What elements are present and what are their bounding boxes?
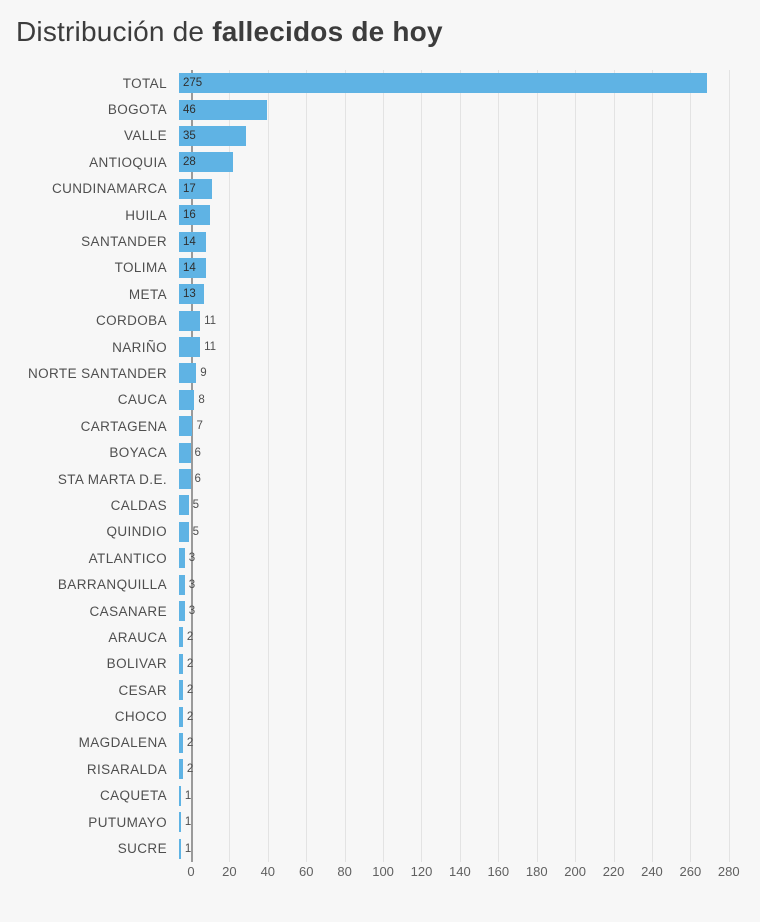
bar-value-label: 2	[186, 631, 194, 644]
bar-value-label: 1	[184, 816, 192, 829]
bar-track	[179, 835, 760, 861]
bar-track	[179, 96, 760, 122]
bar-track	[179, 176, 760, 202]
bar[interactable]	[179, 548, 196, 568]
bar-row[interactable]	[0, 281, 760, 307]
bar-category-label: NORTE SANTANDER	[27, 365, 167, 381]
bar-track	[179, 492, 760, 518]
bar-category-label: BARRANQUILLA	[57, 577, 167, 593]
bar-value-label: 1	[184, 789, 192, 802]
bar[interactable]	[179, 707, 194, 727]
x-tick-label: 100	[372, 864, 394, 879]
bar-track	[179, 439, 760, 465]
bar-value-label: 6	[194, 446, 201, 459]
bar-value-label: 3	[188, 605, 196, 617]
x-tick-label: 60	[299, 864, 314, 879]
bar-track	[179, 149, 760, 175]
bar-row[interactable]	[0, 176, 760, 202]
page-title-prefix: Distribución de	[16, 16, 213, 47]
bar-value-label: 2	[186, 684, 194, 697]
bar[interactable]	[179, 363, 207, 383]
bar-row[interactable]	[0, 492, 760, 518]
bar-track	[179, 571, 760, 597]
bar[interactable]	[179, 179, 212, 199]
bar[interactable]	[179, 258, 206, 278]
bar-value-label: 3	[188, 552, 196, 565]
bar-category-label: TOLIMA	[114, 260, 167, 276]
bar-row[interactable]	[0, 756, 760, 782]
bar-row[interactable]	[0, 519, 760, 545]
bar-category-label: NARIÑO	[112, 339, 167, 355]
bar-track	[179, 255, 760, 281]
bar-value-label: 5	[192, 525, 199, 538]
bar-track	[179, 651, 760, 677]
bar-rows	[0, 70, 760, 862]
bar-row[interactable]	[0, 149, 760, 175]
bar-value-label: 16	[183, 209, 196, 222]
bar-row[interactable]	[0, 545, 760, 571]
bar-track	[179, 413, 760, 439]
bar-row[interactable]	[0, 202, 760, 228]
bar-track	[179, 624, 760, 650]
bar-value-label: 6	[194, 473, 201, 486]
bar-value-label: 14	[183, 235, 196, 248]
bar-row[interactable]	[0, 466, 760, 492]
bar[interactable]	[179, 495, 199, 515]
bar-category-label: MAGDALENA	[78, 735, 167, 751]
bar-track	[179, 809, 760, 835]
x-tick-label: 80	[337, 864, 352, 879]
bar-track	[179, 519, 760, 545]
bar-category-label: ANTIOQUIA	[89, 154, 167, 170]
bar-track	[179, 756, 760, 782]
bar-track	[179, 360, 760, 386]
bar-value-label: 1	[184, 842, 192, 855]
x-tick-label: 0	[187, 864, 195, 879]
bar-row[interactable]	[0, 334, 760, 360]
bar-category-label: VALLE	[123, 128, 167, 144]
bar-category-label: CASANARE	[89, 603, 167, 619]
bar-track	[179, 70, 760, 96]
bar-value-label: 275	[183, 77, 203, 90]
bar-category-label: CUNDINAMARCA	[51, 181, 167, 197]
bar-track	[179, 545, 760, 571]
bar[interactable]	[179, 73, 707, 93]
bar-row[interactable]	[0, 70, 760, 96]
x-tick-label: 40	[260, 864, 276, 879]
bar-category-label: RISARALDA	[86, 761, 167, 777]
bar-value-label: 8	[198, 393, 205, 406]
bar-row[interactable]	[0, 123, 760, 149]
bar-category-label: STA MARTA D.E.	[57, 471, 167, 487]
bar[interactable]	[179, 733, 194, 753]
bar-value-label: 28	[183, 156, 196, 169]
bar[interactable]	[179, 284, 204, 304]
bar-row[interactable]	[0, 308, 760, 334]
bar[interactable]	[179, 232, 206, 252]
bar-track	[179, 598, 760, 624]
bar-row[interactable]	[0, 835, 760, 861]
bar-category-label: QUINDIO	[106, 524, 167, 540]
bar-track	[179, 281, 760, 307]
bar[interactable]	[179, 601, 196, 621]
bar-row[interactable]	[0, 360, 760, 386]
bar-value-label: 5	[192, 499, 199, 512]
bar-row[interactable]	[0, 571, 760, 597]
bar-row[interactable]	[0, 703, 760, 729]
bar-track	[179, 228, 760, 254]
bar-track	[179, 308, 760, 334]
bar[interactable]	[179, 812, 192, 832]
bar-track	[179, 123, 760, 149]
bar-value-label: 2	[186, 657, 194, 670]
bar-category-label: CAQUETA	[99, 788, 167, 804]
bar-track	[179, 334, 760, 360]
bar-category-label: ATLANTICO	[88, 550, 167, 566]
bar[interactable]	[179, 311, 217, 331]
bar-category-label: META	[128, 286, 167, 302]
bar[interactable]	[179, 575, 196, 595]
bar-value-label: 46	[183, 103, 196, 116]
x-tick-label: 20	[222, 864, 237, 879]
bar-row[interactable]	[0, 598, 760, 624]
bar[interactable]	[179, 680, 194, 700]
bar-value-label: 35	[183, 129, 196, 142]
bar-value-label: 9	[200, 367, 207, 380]
bar-category-label: CORDOBA	[95, 313, 167, 329]
bar-category-label: CHOCO	[114, 709, 167, 725]
bar[interactable]	[179, 152, 233, 172]
bar[interactable]	[179, 100, 267, 120]
x-tick-label: 280	[717, 864, 740, 879]
bar-value-label: 7	[196, 420, 203, 433]
bar-value-label: 11	[204, 314, 217, 327]
x-tick-label: 140	[449, 864, 471, 879]
bar[interactable]	[179, 654, 194, 674]
bar-row[interactable]	[0, 783, 760, 809]
x-tick-label: 260	[679, 864, 702, 879]
bar-category-label: ARAUCA	[108, 629, 167, 645]
x-tick-label: 200	[564, 864, 586, 879]
x-tick-label: 180	[525, 864, 548, 879]
bar[interactable]	[179, 337, 217, 357]
bar-category-label: HUILA	[125, 207, 167, 223]
bar-category-label: CESAR	[118, 682, 167, 698]
bar-category-label: CALDAS	[110, 497, 167, 513]
bar-value-label: 2	[186, 710, 194, 723]
bar[interactable]	[179, 443, 201, 463]
page-title-emphasis: fallecidos de hoy	[212, 16, 443, 47]
bar-track	[179, 387, 760, 413]
bar[interactable]	[179, 390, 205, 410]
plot-area	[0, 70, 760, 879]
bar-value-label: 2	[186, 736, 194, 749]
bar-row[interactable]	[0, 228, 760, 254]
bar-track	[179, 703, 760, 729]
bar[interactable]	[179, 522, 199, 542]
bar-value-label: 14	[183, 261, 196, 274]
bar-value-label: 3	[188, 578, 196, 591]
bar-row[interactable]	[0, 255, 760, 281]
page-title	[16, 16, 443, 48]
bar[interactable]	[179, 759, 194, 779]
bar-category-label: SANTANDER	[81, 234, 167, 250]
bar-row[interactable]	[0, 809, 760, 835]
bar-row[interactable]	[0, 677, 760, 703]
bar[interactable]	[179, 205, 210, 225]
bar-row[interactable]	[0, 413, 760, 439]
bar-row[interactable]	[0, 387, 760, 413]
bar-category-label: CARTAGENA	[80, 418, 167, 434]
bar-category-label: CAUCA	[117, 392, 167, 408]
bar-row[interactable]	[0, 96, 760, 122]
bar-row[interactable]	[0, 651, 760, 677]
bar[interactable]	[179, 839, 192, 859]
bar-category-label: BOGOTA	[107, 102, 167, 118]
bar-row[interactable]	[0, 439, 760, 465]
x-tick-label: 240	[641, 864, 663, 879]
bar-category-label: TOTAL	[122, 75, 167, 91]
bar-category-label: BOYACA	[109, 445, 167, 461]
bar[interactable]	[179, 627, 194, 647]
bar-track	[179, 202, 760, 228]
bar-track	[179, 783, 760, 809]
bar[interactable]	[179, 469, 201, 489]
bar-category-label: BOLIVAR	[106, 656, 167, 672]
x-tick-label: 160	[487, 864, 510, 879]
bar-value-label: 13	[183, 288, 196, 301]
x-tick-label: 220	[602, 864, 625, 879]
bar-value-label: 11	[204, 341, 217, 354]
x-axis	[187, 864, 748, 888]
bar-row[interactable]	[0, 730, 760, 756]
bar-track	[179, 466, 760, 492]
bar-track	[179, 730, 760, 756]
bar-category-label: SUCRE	[117, 841, 167, 857]
bar-track	[179, 677, 760, 703]
bar-row[interactable]	[0, 624, 760, 650]
bar-value-label: 2	[186, 763, 194, 776]
bar[interactable]	[179, 126, 246, 146]
bar[interactable]	[179, 416, 203, 436]
x-tick-label: 120	[410, 864, 433, 879]
bar-category-label: PUTUMAYO	[88, 814, 167, 830]
bar-value-label: 17	[183, 182, 196, 195]
bar[interactable]	[179, 786, 192, 806]
